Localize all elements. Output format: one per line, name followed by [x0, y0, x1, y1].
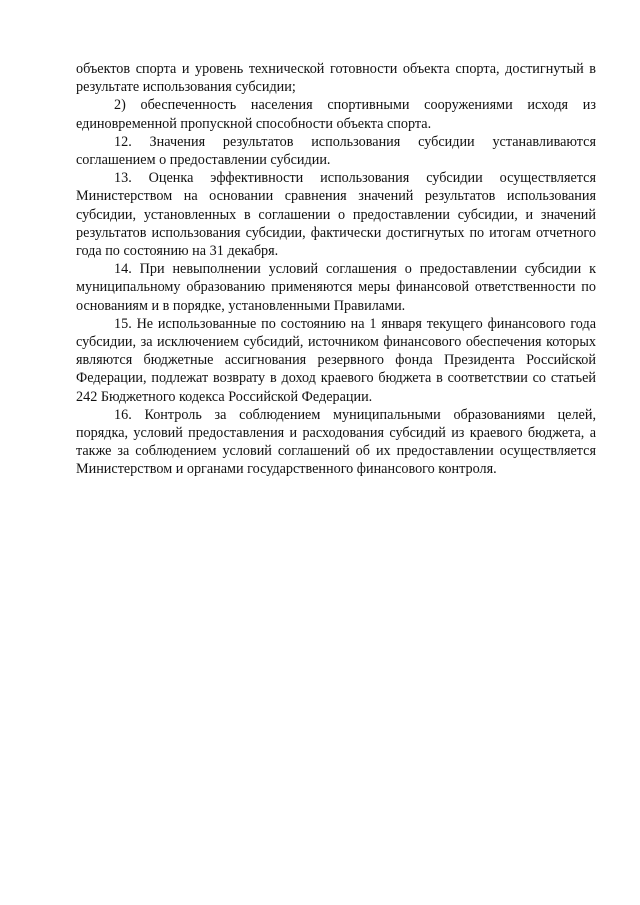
paragraph-continuation: объектов спорта и уровень технической готовности объекта спорта, достигнутый в результате использования субсидии; [76, 61, 596, 96]
paragraph-14: 14. При невыполнении условий соглашения о предоставлении субсидии к муниципальному образованию применяются меры финансовой ответственности по основаниям и в порядке, установленными Правилами. [76, 261, 596, 314]
paragraph-13: 13. Оценка эффективности использования субсидии осуществляется Министерством на основании сравнения значений результатов использования субсидии, установленных в соглашении о предоставлении субсидии, и значений результатов использования субсидии, фактически достигнутых по итогам отчетного года по состоянию на 31 декабря. [76, 170, 596, 260]
paragraph-item-2: 2) обеспеченность населения спортивными сооружениями исходя из единовременной пропускной способности объекта спорта. [76, 97, 596, 132]
paragraph-16: 16. Контроль за соблюдением муниципальными образованиями целей, порядка, условий предоставления и расходования субсидий из краевого бюджета, а также за соблюдением условий соглашений об их предоставлении осуществляется Министерством и органами государственного финансового контроля. [76, 406, 596, 478]
document-page [76, 60, 596, 479]
paragraph-12: 12. Значения результатов использования субсидии устанавливаются соглашением о предоставлении субсидии. [76, 133, 596, 169]
paragraph-15: 15. Не использованные по состоянию на 1 января текущего финансового года субсидии, за исключением субсидий, источником финансового обеспечения которых являются бюджетные ассигнования резервного фонда Президента Российской Федерации, подлежат возврату в доход краевого бюджета в соответствии со статьей 242 Бюджетного кодекса Российской Федерации. [76, 315, 596, 405]
